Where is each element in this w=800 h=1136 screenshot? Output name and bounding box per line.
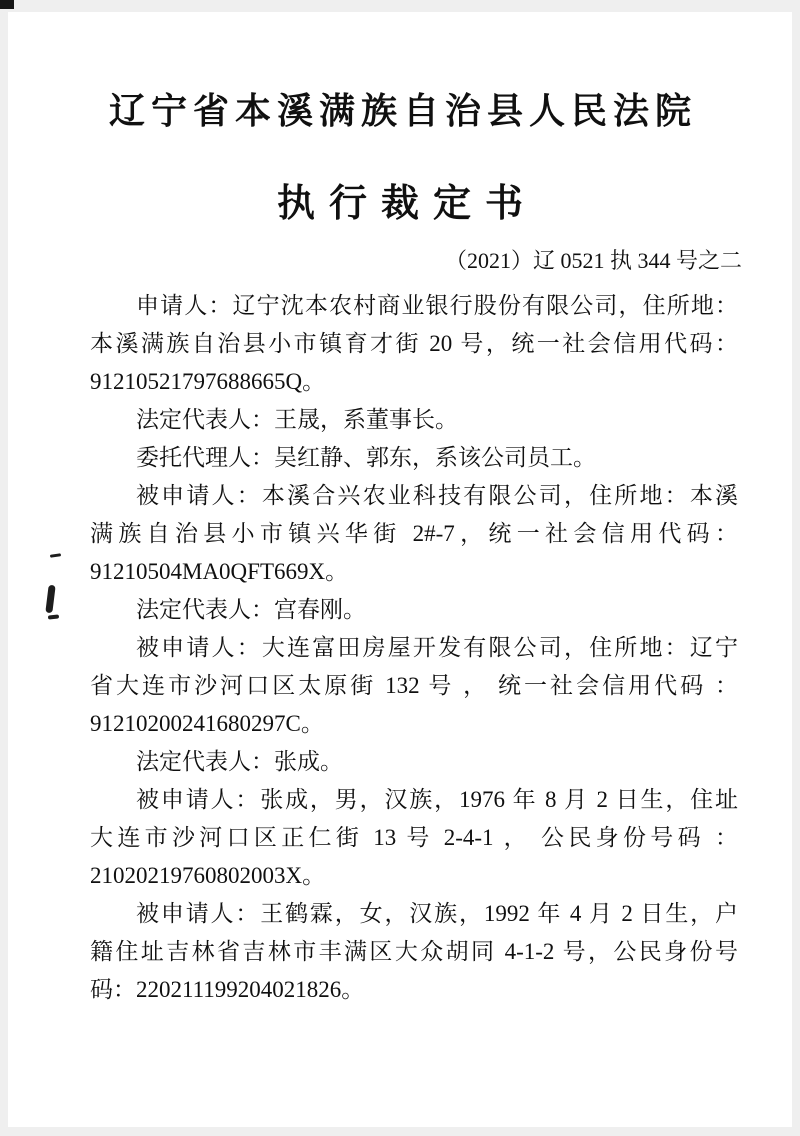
scan-artifact (48, 614, 59, 619)
document-page (8, 12, 792, 1127)
document-body (90, 287, 738, 1009)
scan-artifact (50, 553, 61, 558)
document-line: 被申请人：大连富田房屋开发有限公司，住所地：辽宁 (136, 635, 738, 660)
document-line: 法定代表人：宫春刚。 (136, 597, 366, 622)
document-line: 91210504MA0QFT669X。 (90, 559, 349, 584)
document-line: 委托代理人：吴红静、郭东，系该公司员工。 (136, 445, 596, 470)
document-line: 码：220211199204021826。 (90, 977, 365, 1002)
document-line: 大连市沙河口区正仁街 13 号 2-4-1 ， 公民身份号码 ： (90, 825, 738, 850)
document-line: 法定代表人：张成。 (136, 749, 343, 774)
document-line: 省大连市沙河口区太原街 132 号 ， 统一社会信用代码 ： (90, 673, 738, 698)
case-number: （2021）辽 0521 执 344 号之二 (444, 248, 742, 273)
court-name: 辽宁省本溪满族自治县人民法院 (108, 91, 697, 131)
document-line: 被申请人：张成，男，汉族，1976 年 8 月 2 日生，住址 (136, 787, 738, 812)
document-line: 21020219760802003X。 (90, 863, 326, 888)
document-line: 法定代表人：王晟，系董事长。 (136, 407, 458, 432)
document-line: 被申请人：本溪合兴农业科技有限公司，住所地：本溪 (136, 483, 738, 508)
document-line: 被申请人：王鹤霖，女，汉族，1992 年 4 月 2 日生，户 (136, 901, 738, 926)
document-line: 91210200241680297C。 (90, 711, 324, 736)
document-line: 籍住址吉林省吉林市丰满区大众胡同 4-1-2 号，公民身份号 (90, 939, 738, 964)
document-line: 91210521797688665Q。 (90, 369, 326, 394)
scan-artifact (45, 585, 55, 614)
document-line: 申请人：辽宁沈本农村商业银行股份有限公司，住所地： (136, 293, 738, 318)
scan-artifact-corner (0, 0, 14, 9)
document-line: 本溪满族自治县小市镇育才街 20 号，统一社会信用代码： (90, 331, 738, 356)
document-line: 满族自治县小市镇兴华街 2#-7，统一社会信用代码： (90, 521, 738, 546)
document-title: 执行裁定书 (276, 183, 537, 225)
